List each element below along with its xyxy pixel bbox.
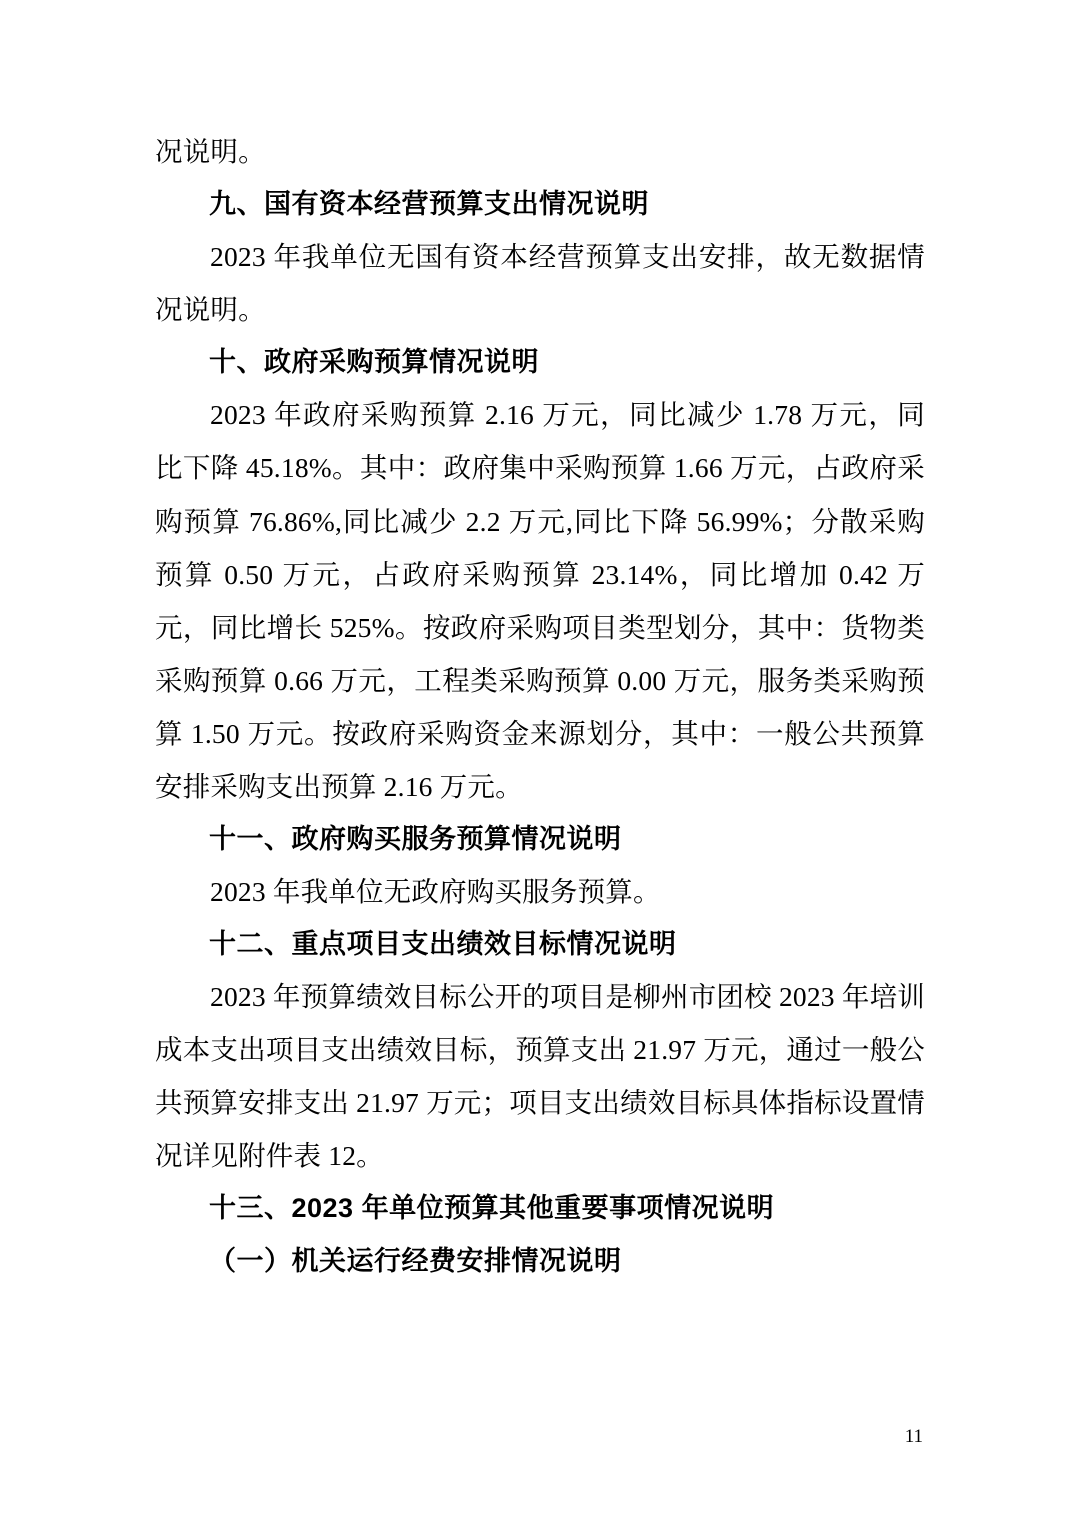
heading-section-nine: 九、国有资本经营预算支出情况说明 xyxy=(209,189,649,220)
heading-section-ten: 十、政府采购预算情况说明 xyxy=(209,347,539,378)
paragraph-section-eleven: 2023 年我单位无政府购买服务预算。 xyxy=(210,876,661,908)
document-body xyxy=(155,125,925,1287)
heading-section-twelve: 十二、重点项目支出绩效目标情况说明 xyxy=(209,929,677,960)
heading-section-thirteen: 十三、2023 年单位预算其他重要事项情况说明 xyxy=(209,1193,775,1224)
paragraph-section-nine: 2023 年我单位无国有资本经营预算支出安排，故无数据情况说明。 xyxy=(155,241,925,326)
subheading-section-thirteen-one: （一）机关运行经费安排情况说明 xyxy=(209,1245,622,1276)
heading-section-eleven: 十一、政府购买服务预算情况说明 xyxy=(209,823,622,854)
page-number: 11 xyxy=(904,1426,923,1447)
paragraph-section-twelve: 2023 年预算绩效目标公开的项目是柳州市团校 2023 年培训成本支出项目支出绩效目标，预算支出 21.97 万元，通过一般公共预算安排支出 21.97 万元；项目支出绩效目标具体指标设置情况详见附件表 12。 xyxy=(155,981,925,1172)
paragraph-section-ten: 2023 年政府采购预算 2.16 万元，同比减少 1.78 万元，同比下降 45.18%。其中：政府集中采购预算 1.66 万元，占政府采购预算 76.86%,同比减少 2.2 万元,同比下降 56.99%；分散采购预算 0.50 万元，占政府采购预算 23.14%，同比增加 0.42 万元，同比增长 525%。按政府采购项目类型划分，其中：货物类采购预算 0.66 万元，工程类采购预算 0.00 万元，服务类采购预算 1.50 万元。按政府采购资金来源划分，其中：一般公共预算安排采购支出预算 2.16 万元。 xyxy=(155,399,925,802)
paragraph-continued-section-eight: 况说明。 xyxy=(155,136,266,167)
